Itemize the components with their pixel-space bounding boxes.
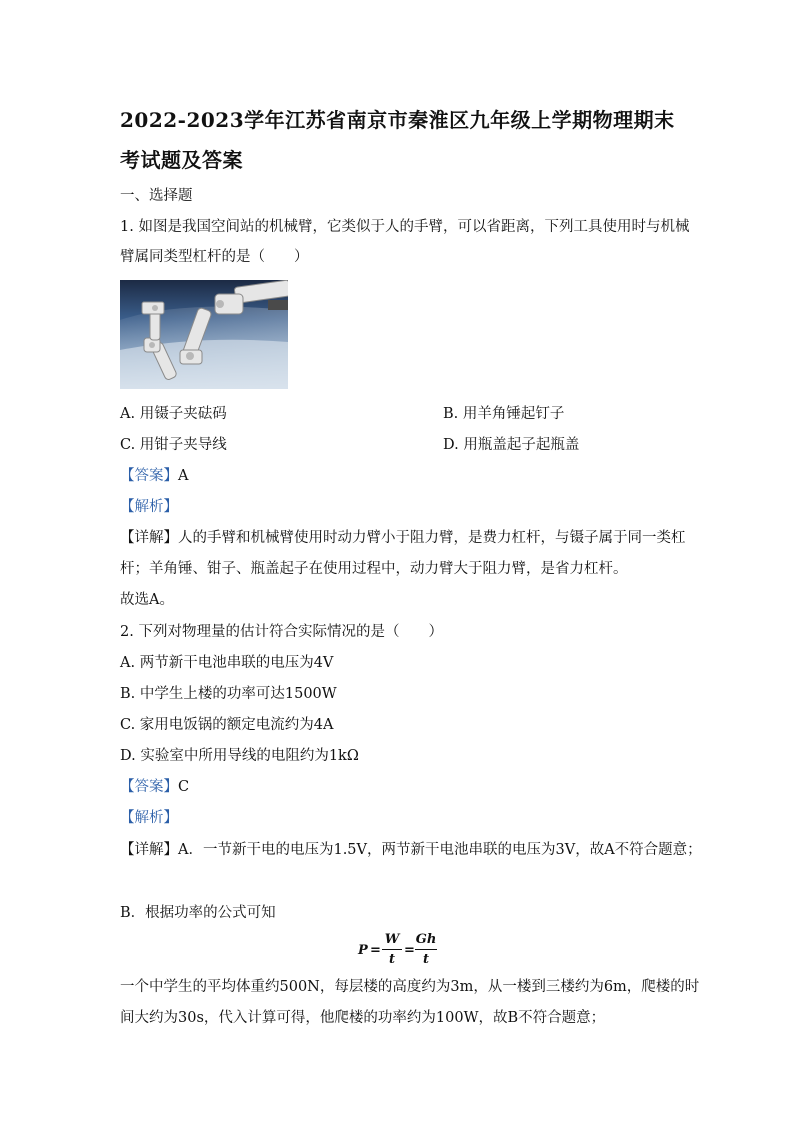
q2-detail-b-intro: B．根据功率的公式可知 (120, 905, 276, 921)
q1-conclusion: 故选A。 (120, 592, 174, 608)
section-heading: 一、选择题 (120, 188, 193, 204)
formula-w: W (382, 932, 402, 950)
q2-option-d: D. 实验室中所用导线的电阻约为1kΩ (120, 748, 359, 764)
formula-equals-2: = (404, 943, 415, 958)
robotic-arm-photo (120, 280, 288, 389)
q2-detail-b-line-2: 间大约为30s，代入计算可得，他爬楼的功率约为100W，故B不符合题意； (120, 1010, 606, 1026)
formula-gh: Gh (415, 932, 437, 950)
q1-detail-line-2: 杆；羊角锤、钳子、瓶盖起子在使用过程中，动力臂大于阻力臂，是省力杠杆。 (120, 561, 628, 577)
q1-option-a: A. 用镊子夹砝码 (120, 406, 227, 422)
q1-answer (120, 466, 188, 486)
power-formula (358, 932, 438, 972)
answer-value: C (178, 779, 190, 795)
document-title-line-2: 考试题及答案 (120, 148, 243, 172)
q1-option-b: B. 用羊角锤起钉子 (443, 406, 565, 422)
q2-option-b: B. 中学生上楼的功率可达1500W (120, 686, 337, 702)
fraction-gh-over-t (415, 932, 437, 967)
q2-option-a: A. 两节新干电池串联的电压为4V (120, 655, 334, 671)
answer-tag: 【答案】 (120, 468, 178, 484)
q1-stem-line-2: 臂属同类型杠杆的是（ ） (120, 249, 309, 265)
q2-stem: 2. 下列对物理量的估计符合实际情况的是（ ） (120, 624, 443, 640)
formula-t-1: t (388, 952, 395, 967)
q2-detail-a (120, 840, 702, 860)
q1-detail-line-1 (120, 528, 686, 548)
formula-t-2: t (422, 952, 429, 967)
robotic-arm-illustration (120, 280, 288, 389)
detail-tag: 【详解】 (120, 530, 178, 546)
q2-answer (120, 777, 189, 797)
formula-equals-1: = (370, 943, 381, 958)
detail-tag: 【详解】 (120, 842, 178, 858)
answer-value: A (178, 468, 189, 484)
answer-tag: 【答案】 (120, 779, 178, 795)
detail-text: 人的手臂和机械臂使用时动力臂小于阻力臂，是费力杠杆，与镊子属于同一类杠 (178, 530, 686, 546)
document-title-line-1: 2022-2023学年江苏省南京市秦淮区九年级上学期物理期末 (120, 108, 675, 132)
q1-stem-line-1: 1. 如图是我国空间站的机械臂，它类似于人的手臂，可以省距离，下列工具使用时与机械 (120, 219, 690, 235)
detail-text: A．一节新干电的电压为1.5V，两节新干电池串联的电压为3V，故A不符合题意； (178, 842, 702, 858)
q1-option-d: D. 用瓶盖起子起瓶盖 (443, 437, 580, 453)
formula-p: P (358, 943, 368, 958)
q2-detail-b-line-1: 一个中学生的平均体重约500N，每层楼的高度约为3m，从一楼到三楼约为6m，爬楼的时 (120, 979, 700, 995)
q1-analysis-tag: 【解析】 (120, 499, 178, 515)
q2-analysis-tag: 【解析】 (120, 810, 178, 826)
q1-option-c: C. 用钳子夹导线 (120, 437, 227, 453)
fraction-w-over-t (382, 932, 402, 967)
q2-option-c: C. 家用电饭锅的额定电流约为4A (120, 717, 334, 733)
